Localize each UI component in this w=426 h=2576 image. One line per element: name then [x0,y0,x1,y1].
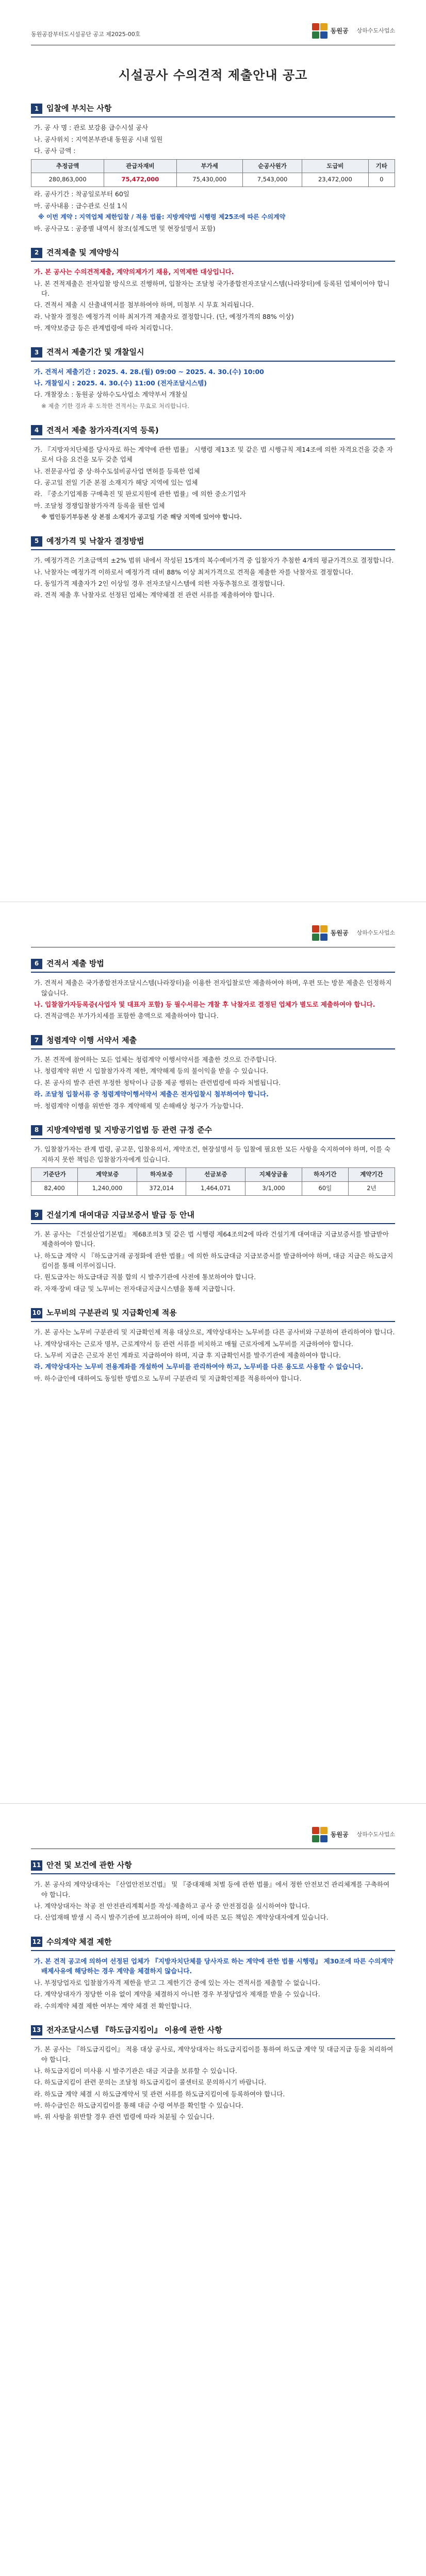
table-cell: 82,400 [31,1181,78,1195]
list-item: 가. 본 견적 공고에 의하여 선정된 업체가 『지방자치단체를 당사자로 하는 계약에 관한 법률 시행령』 제30조에 따른 수의계약 배제사유에 해당하는 경우 계약을 체결하지 않습니다. [34,1957,394,1975]
section-heading [31,1859,395,1874]
table-header-row [31,1167,395,1181]
section-title: 견적서 제출 방법 [46,959,104,968]
list-item: 나. 계약상대자는 근로자 명부, 근로계약서 등 관련 서류를 비치하고 매월 근로자에게 노무비를 지급하여야 합니다. [34,1340,354,1348]
list-item: 라. 수의계약 체결 제한 여부는 계약 체결 전 확인합니다. [34,2002,192,2010]
list-item: 나. 본 견적제출은 전자입찰 방식으로 진행하며, 입찰자는 조달청 국가종합전자조달시스템(나라장터)에 등록된 업체이어야 합니다. [34,279,390,297]
list-item: 가. 본 공사의 계약상대자는 『산업안전보건법』 및 『중대재해 처벌 등에 관한 법률』에서 정한 안전보건 관리체계를 구축하여야 합니다. [34,1880,390,1899]
note-text: ※ 법인등기부등본 상 본점 소재지가 공고일 기준 해당 지역에 있어야 합니다. [41,513,242,521]
table-cell: 60일 [302,1181,348,1195]
page-header [31,1804,395,1849]
list-item: 나. 계약상대자는 착공 전 안전관리계획서를 작성·제출하고 공사 중 안전점검을 실시하여야 합니다. [34,1902,310,1910]
org-department: 상하수도사업소 [356,27,395,35]
table-header: 부가세 [176,159,242,173]
list-item: 라. 계약상대자는 노무비 전용계좌를 개설하여 노무비를 관리하여야 하고, 노무비를 다른 용도로 사용할 수 없습니다. [34,1363,364,1371]
list-item: 가. 본 공사는 노무비 구분관리 및 지급확인제 적용 대상으로, 계약상대자는 노무비를 다른 공사비와 구분하여 관리하여야 합니다. [34,1328,395,1336]
table-row [31,173,395,187]
section-7 [31,1035,395,1111]
section-number: 13 [31,2025,42,2036]
list-item: 나. 입찰참가자등록증(사업자 및 대표자 포함) 등 필수서류는 개찰 후 낙찰자로 결정된 업체가 별도로 제출하여야 합니다. [34,1001,375,1008]
section-number: 1 [31,104,42,114]
table-header: 관급자재비 [104,159,176,173]
table-header: 도급비 [302,159,368,173]
list-item: 나. 부정당업자로 입찰참가자격 제한을 받고 그 제한기간 중에 있는 자는 견적서를 제출할 수 없습니다. [34,1978,320,1987]
list-item: 가. 본 공사는 『하도급지킴이』 적용 대상 공사로, 계약상대자는 하도급지킴이를 통하여 하도급 계약 및 대금지급 등을 처리하여야 합니다. [34,2045,394,2063]
list-item: 다. 공고일 전일 기준 본점 소재지가 해당 지역에 있는 업체 [34,478,198,486]
list-item: 가. 『지방자치단체를 당사자로 하는 계약에 관한 법률』 시행령 제13조 및 같은 법 시행규칙 제14조에 의한 자격요건을 갖춘 자로서 다음 요건을 모두 갖춘 업체 [34,445,393,464]
section-heading [31,425,395,439]
list-item: 라. 공사기간 : 착공일로부터 60일 [34,190,129,198]
section-9 [31,1209,395,1294]
table-cell: 1,240,000 [78,1181,137,1195]
table-header: 계약보증 [78,1167,137,1181]
list-item: 가. 본 견적에 참여하는 모든 업체는 청렴계약 이행서약서를 제출한 것으로 간주합니다. [34,1056,277,1063]
section-number: 7 [31,1035,42,1045]
list-item: 다. 공사 금액 : [34,147,76,155]
section-number: 5 [31,536,42,547]
section-5 [31,535,395,600]
list-item: 가. 견적서 제출은 국가종합전자조달시스템(나라장터)을 이용한 전자입찰로만 제출하여야 하며, 우편 또는 방문 제출은 인정하지 않습니다. [34,979,392,997]
section-number: 8 [31,1125,42,1136]
list-item: 라. 낙찰자 결정은 예정가격 이하 최저가격 제출자로 결정합니다. (단, 예정가격의 88% 이상) [34,312,294,320]
section-13 [31,2024,395,2122]
section-heading [31,1035,395,1049]
list-item: 라. 견적 제출 후 낙찰자로 선정된 업체는 계약체결 전 관련 서류를 제출하여야 합니다. [34,591,275,599]
list-item: 나. 하도급지킴이 미사용 시 발주기관은 대금 지급을 보류할 수 있습니다. [34,2066,237,2075]
table-header: 하자보증 [137,1167,186,1181]
section-title: 견적서 제출기간 및 개찰일시 [46,347,144,357]
org-logo [312,1827,395,1842]
list-item: 라. 『중소기업제품 구매촉진 및 판로지원에 관한 법률』에 의한 중소기업자 [34,490,246,498]
section-heading [31,346,395,361]
section-heading [31,958,395,973]
list-item: 바. 위 사항을 위반할 경우 관련 법령에 따라 처분될 수 있습니다. [34,2113,215,2121]
org-name: 동원공 [330,1831,349,1838]
list-item: 라. 조달청 입찰서류 중 청렴계약이행서약서 제출은 전자입찰시 첨부하여야 합니다. [34,1090,269,1098]
page-1 [0,0,426,902]
list-item: 나. 청렴계약 위반 시 입찰참가자격 제한, 계약해제 등의 불이익을 받을 수 있습니다. [34,1067,269,1075]
section-heading [31,1936,395,1951]
table-cell: 23,472,000 [302,173,368,187]
list-item: 나. 공사위치 : 지역본부관내 동원공 시내 일원 [34,135,163,143]
list-item: 가. 본 공사는 『건설산업기본법』 제68조의3 및 같은 법 시행령 제64조의2에 따라 건설기계 대여대금 지급보증서를 발급받아 제출하여야 합니다. [34,1230,389,1248]
table-header: 기준단가 [31,1167,78,1181]
list-item: 다. 본 공사의 발주 관련 부정한 청탁이나 금품 제공 행위는 관련법령에 따라 처벌됩니다. [34,1078,281,1087]
table-header: 순공사원가 [242,159,302,173]
list-item: 마. 공사내용 : 급수관로 신설 1식 [34,201,127,210]
section-number: 11 [31,1860,42,1871]
list-item: 다. 산업재해 발생 시 즉시 발주기관에 보고하여야 하며, 이에 따른 모든 책임은 계약상대자에게 있습니다. [34,1913,329,1922]
section-title: 예정가격 및 낙찰자 결정방법 [46,536,144,546]
page-3 [0,1803,426,2576]
list-item: 가. 본 공사는 수의견적제출, 계약의제가기 채용, 지역제한 대상입니다. [34,268,234,276]
section-heading [31,247,395,262]
org-name: 동원공 [330,27,349,35]
section-heading [31,103,395,117]
section-heading [31,1124,395,1139]
org-logo [312,925,395,941]
section-number: 2 [31,248,42,258]
org-logo-icon [312,1827,327,1842]
list-item: 다. 견적서 제출 시 산출내역서를 첨부하여야 하며, 미첨부 시 무효 처리됩니다. [34,301,254,309]
table-header: 지체상금율 [245,1167,302,1181]
table-row [31,1181,395,1195]
list-item: 나. 개찰일시 : 2025. 4. 30.(수) 11:00 (전자조달시스템) [34,379,207,387]
section-10 [31,1307,395,1383]
table-cell: 3/1,000 [245,1181,302,1195]
list-item: 다. 하도급지킴이 관련 문의는 조달청 하도급지킴이 콜센터로 문의하시기 바랍니다. [34,2078,267,2087]
section-3 [31,346,395,411]
list-item: 라. 하도급 계약 체결 시 하도급계약서 및 관련 서류를 하도급지킴이에 등록하여야 합니다. [34,2090,285,2098]
list-item: 마. 하수급인은 하도급지킴이를 통해 대금 수령 여부를 확인할 수 있습니다. [34,2102,243,2109]
section-title: 견적제출 및 계약방식 [46,247,119,257]
section-heading [31,2024,395,2039]
list-item: 다. 노무비 지급은 근로자 본인 계좌로 지급하여야 하며, 지급 후 지급확인서를 발주기관에 제출하여야 합니다. [34,1351,341,1359]
org-logo-icon [312,23,327,39]
document-title: 시설공사 수의견적 제출안내 공고 [118,68,308,82]
section-2 [31,247,395,333]
list-item: 라. 자재·장비 대금 및 노무비는 전자대금지급시스템을 통해 지급합니다. [34,1284,235,1293]
table-cell: 372,014 [137,1181,186,1195]
section-heading [31,535,395,550]
section-number: 9 [31,1210,42,1220]
org-department: 상하수도사업소 [356,929,395,937]
org-department: 상하수도사업소 [356,1831,395,1838]
list-item: 다. 개찰장소 : 동원공 상하수도사업소 계약부서 개찰실 [34,391,188,399]
list-item: 마. 청렴계약 이행을 위반한 경우 계약해제 및 손해배상 청구가 가능합니다. [34,1101,243,1110]
list-item: 가. 공 사 명 : 관로 보강용 급수시설 공사 [34,124,149,132]
table-header: 계약기간 [348,1167,395,1181]
list-item: 가. 입찰참가자는 관계 법령, 공고문, 입찰유의서, 계약조건, 현장설명서 등 입찰에 필요한 모든 사항을 숙지하여야 하며, 이를 숙지하지 못한 책임은 입찰참가자에게 있습니다. [34,1145,391,1163]
section-4 [31,425,395,522]
list-item: 다. 동일가격 제출자가 2인 이상일 경우 전자조달시스템에 의한 자동추첨으로 결정합니다. [34,579,285,587]
table-cell: 0 [368,173,395,187]
list-item: 나. 낙찰자는 예정가격 이하로서 예정가격 대비 88% 이상 최저가격으로 견적을 제출한 자를 낙찰자로 결정합니다. [34,568,353,576]
table-header: 선금보증 [186,1167,245,1181]
list-item: 나. 전문공사업 중 상·하수도설비공사업 면허를 등록한 업체 [34,467,200,475]
section-8 [31,1124,395,1196]
page-2 [0,902,426,1803]
section-title: 청렴계약 이행 서약서 제출 [46,1035,137,1045]
section-6 [31,958,395,1021]
section-number: 12 [31,1937,42,1947]
table-cell: 2년 [348,1181,395,1195]
section-11 [31,1859,395,1923]
section-title: 건설기계 대여대금 지급보증서 발급 등 안내 [46,1210,194,1219]
list-item: 가. 예정가격은 기초금액의 ±2% 범위 내에서 작성된 15개의 복수예비가격 중 입찰자가 추첨한 4개의 평균가격으로 결정합니다. [34,556,394,565]
section-number: 6 [31,959,42,969]
section-heading [31,1209,395,1224]
section-12 [31,1936,395,2011]
guarantee-table [31,1167,395,1196]
table-cell: 1,464,071 [186,1181,245,1195]
section-title: 견적서 제출 참가자격(지역 등록) [46,425,159,435]
section-title: 지방계약법령 및 지방공기업법 등 관련 규정 준수 [46,1125,212,1134]
list-item: 다. 계약상대자가 정당한 이유 없이 계약을 체결하지 아니한 경우 부정당업자 제재를 받을 수 있습니다. [34,1990,320,1998]
org-logo-icon [312,925,327,941]
section-1 [31,103,395,233]
page-header [31,902,395,947]
table-header: 추정금액 [31,159,104,173]
list-item: 가. 견적서 제출기간 : 2025. 4. 28.(월) 09:00 ~ 2025. 4. 30.(수) 10:00 [34,367,264,376]
section-title: 노무비의 구분관리 및 지급확인제 적용 [46,1308,177,1317]
document-number: 동원공감부터도시설공단 공고 제2025-00호 [31,30,141,38]
list-item: 다. 원도급자는 하도급대금 직불 합의 시 발주기관에 사전에 통보하여야 합니다. [34,1273,256,1281]
table-cell: 280,863,000 [31,173,104,187]
page-header [31,0,395,45]
cost-table [31,159,395,188]
section-number: 3 [31,347,42,358]
section-number: 10 [31,1308,42,1318]
note-text: ※ 제출 기한 경과 후 도착한 견적서는 무효로 처리합니다. [41,402,189,410]
section-title: 전자조달시스템 『하도급지킴이』 이용에 관한 사항 [46,2025,222,2035]
org-name: 동원공 [330,929,349,937]
list-item: 나. 하도급 계약 시 『하도급거래 공정화에 관한 법률』에 의한 하도급대금 지급보증서를 발급하여야 하며, 대금 지급은 하도급지킴이를 통해 이루어집니다. [34,1251,394,1269]
list-item: 마. 조달청 경쟁입찰참가자격 등록을 필한 업체 [34,501,165,510]
table-header-row [31,159,395,173]
table-cell: 7,543,000 [242,173,302,187]
table-header: 하자기간 [302,1167,348,1181]
list-item: 마. 하수급인에 대하여도 동일한 방법으로 노무비 구분관리 및 지급확인제를 적용하여야 합니다. [34,1374,302,1382]
table-cell: 75,430,000 [176,173,242,187]
list-item: 다. 견적금액은 부가가치세를 포함한 총액으로 제출하여야 합니다. [34,1012,219,1020]
table-cell: 75,472,000 [104,173,176,187]
list-item: ※ 이번 계약 : 지역업체 제한입찰 / 적용 법률: 지방계약법 시행령 제25조에 따른 수의계약 [38,213,286,221]
section-heading [31,1307,395,1322]
list-item: 마. 계약보증금 등은 관계법령에 따라 처리합니다. [34,324,173,332]
list-item: 바. 공사규모 : 공종별 내역서 참조(설계도면 및 현장설명서 포함) [34,224,216,232]
section-title: 안전 및 보건에 관한 사항 [46,1860,132,1870]
section-title: 수의계약 체결 제한 [46,1937,112,1946]
table-header: 기타 [368,159,395,173]
section-number: 4 [31,425,42,435]
org-logo [312,23,395,39]
section-title: 입찰에 부치는 사항 [46,104,112,113]
